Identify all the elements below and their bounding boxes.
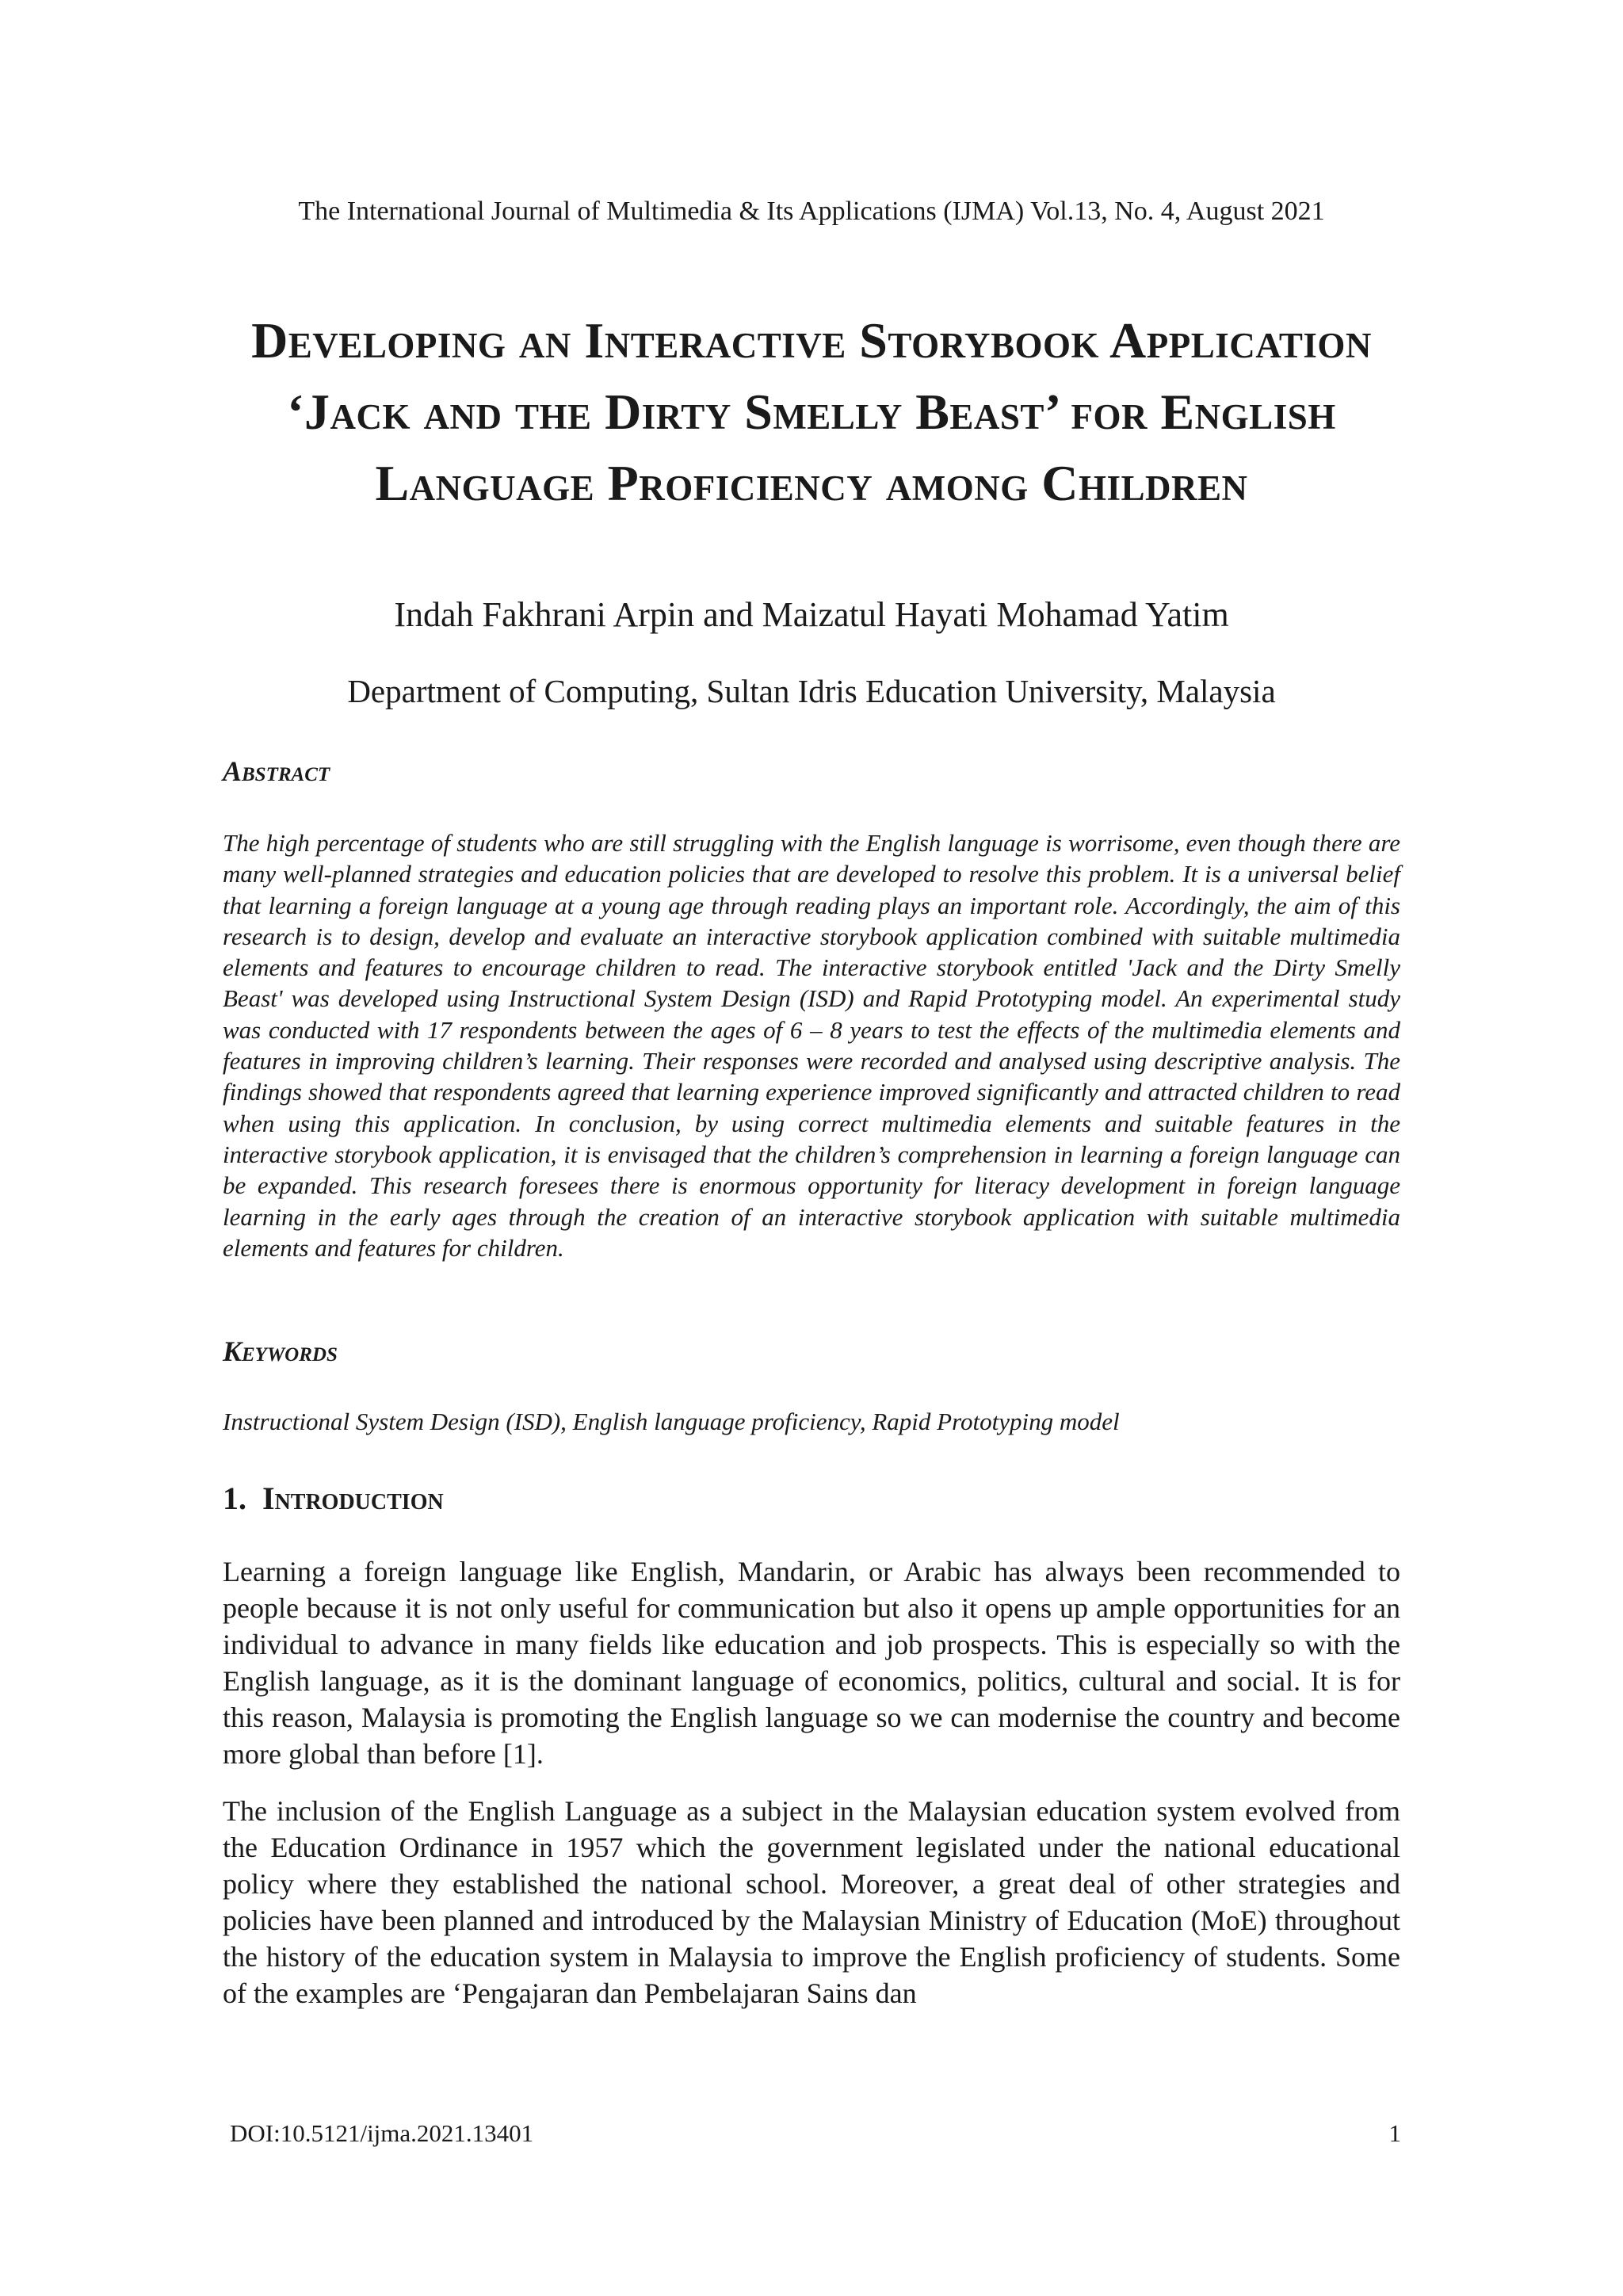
- page-number: 1: [1388, 2119, 1401, 2147]
- paper-title: Developing an Interactive Storybook Application ‘Jack and the Dirty Smelly Beast’ for English Language Proficiency among Children: [251, 312, 1372, 511]
- abstract-text: The high percentage of students who are still struggling with the English language is worrisome, even though there are many well-planned strategies and education policies that are developed to resolve this problem. It is a universal belief that learning a foreign language at a young age through reading plays an important role. Accordingly, the aim of this research is to design, develop and evaluate an interactive storybook application combined with suitable multimedia elements and features to encourage children to read. The interactive storybook entitled 'Jack and the Dirty Smelly Beast' was developed using Instructional System Design (ISD) and Rapid Prototyping model. An experimental study was conducted with 17 respondents between the ages of 6 – 8 years to test the effects of the multimedia elements and features in improving children’s learning. Their responses were recorded and analysed using descriptive analysis. The findings showed that respondents agreed that learning experience improved significantly and attracted children to read when using this application. In conclusion, by using correct multimedia elements and suitable features in the interactive storybook application, it is envisaged that the children’s comprehension in learning a foreign language can be expanded. This research foresees there is enormous opportunity for literacy development in foreign language learning in the early ages through the creation of an interactive storybook application with suitable multimedia elements and features for children.: [223, 829, 1400, 1262]
- abstract-heading: Abstract: [223, 755, 330, 787]
- section-number: 1.: [223, 1480, 246, 1516]
- keywords-text: Instructional System Design (ISD), English language proficiency, Rapid Prototyping model: [223, 1408, 1120, 1435]
- author-affiliation: Department of Computing, Sultan Idris Education University, Malaysia: [347, 673, 1276, 709]
- keywords-heading: Keywords: [223, 1335, 338, 1367]
- section-title: Introduction: [262, 1480, 444, 1516]
- body-paragraph: Learning a foreign language like English, Mandarin, or Arabic has always been recommended to people because it is not only useful for communication but also it opens up ample opportunities for an individual to advance in many fields like education and job prospects. This is especially so with the English language, as it is the dominant language of economics, politics, cultural and social. It is for this reason, Malaysia is promoting the English language so we can modernise the country and become more global than before [1].: [223, 1556, 1400, 1770]
- author-list: Indah Fakhrani Arpin and Maizatul Hayati Mohamad Yatim: [394, 595, 1229, 634]
- journal-running-header: The International Journal of Multimedia & Its Applications (IJMA) Vol.13, No. 4, August 2021: [298, 197, 1325, 226]
- section-heading-introduction: [223, 1478, 444, 1519]
- body-paragraph: The inclusion of the English Language as a subject in the Malaysian education system evolved from the Education Ordinance in 1957 which the government legislated under the national educational policy where they established the national school. Moreover, a great deal of other strategies and policies have been planned and introduced by the Malaysian Ministry of Education (MoE) throughout the history of the education system in Malaysia to improve the English proficiency of students. Some of the examples are ‘Pengajaran dan Pembelajaran Sains dan: [223, 1795, 1400, 2009]
- doi-footer: DOI:10.5121/ijma.2021.13401: [230, 2119, 534, 2147]
